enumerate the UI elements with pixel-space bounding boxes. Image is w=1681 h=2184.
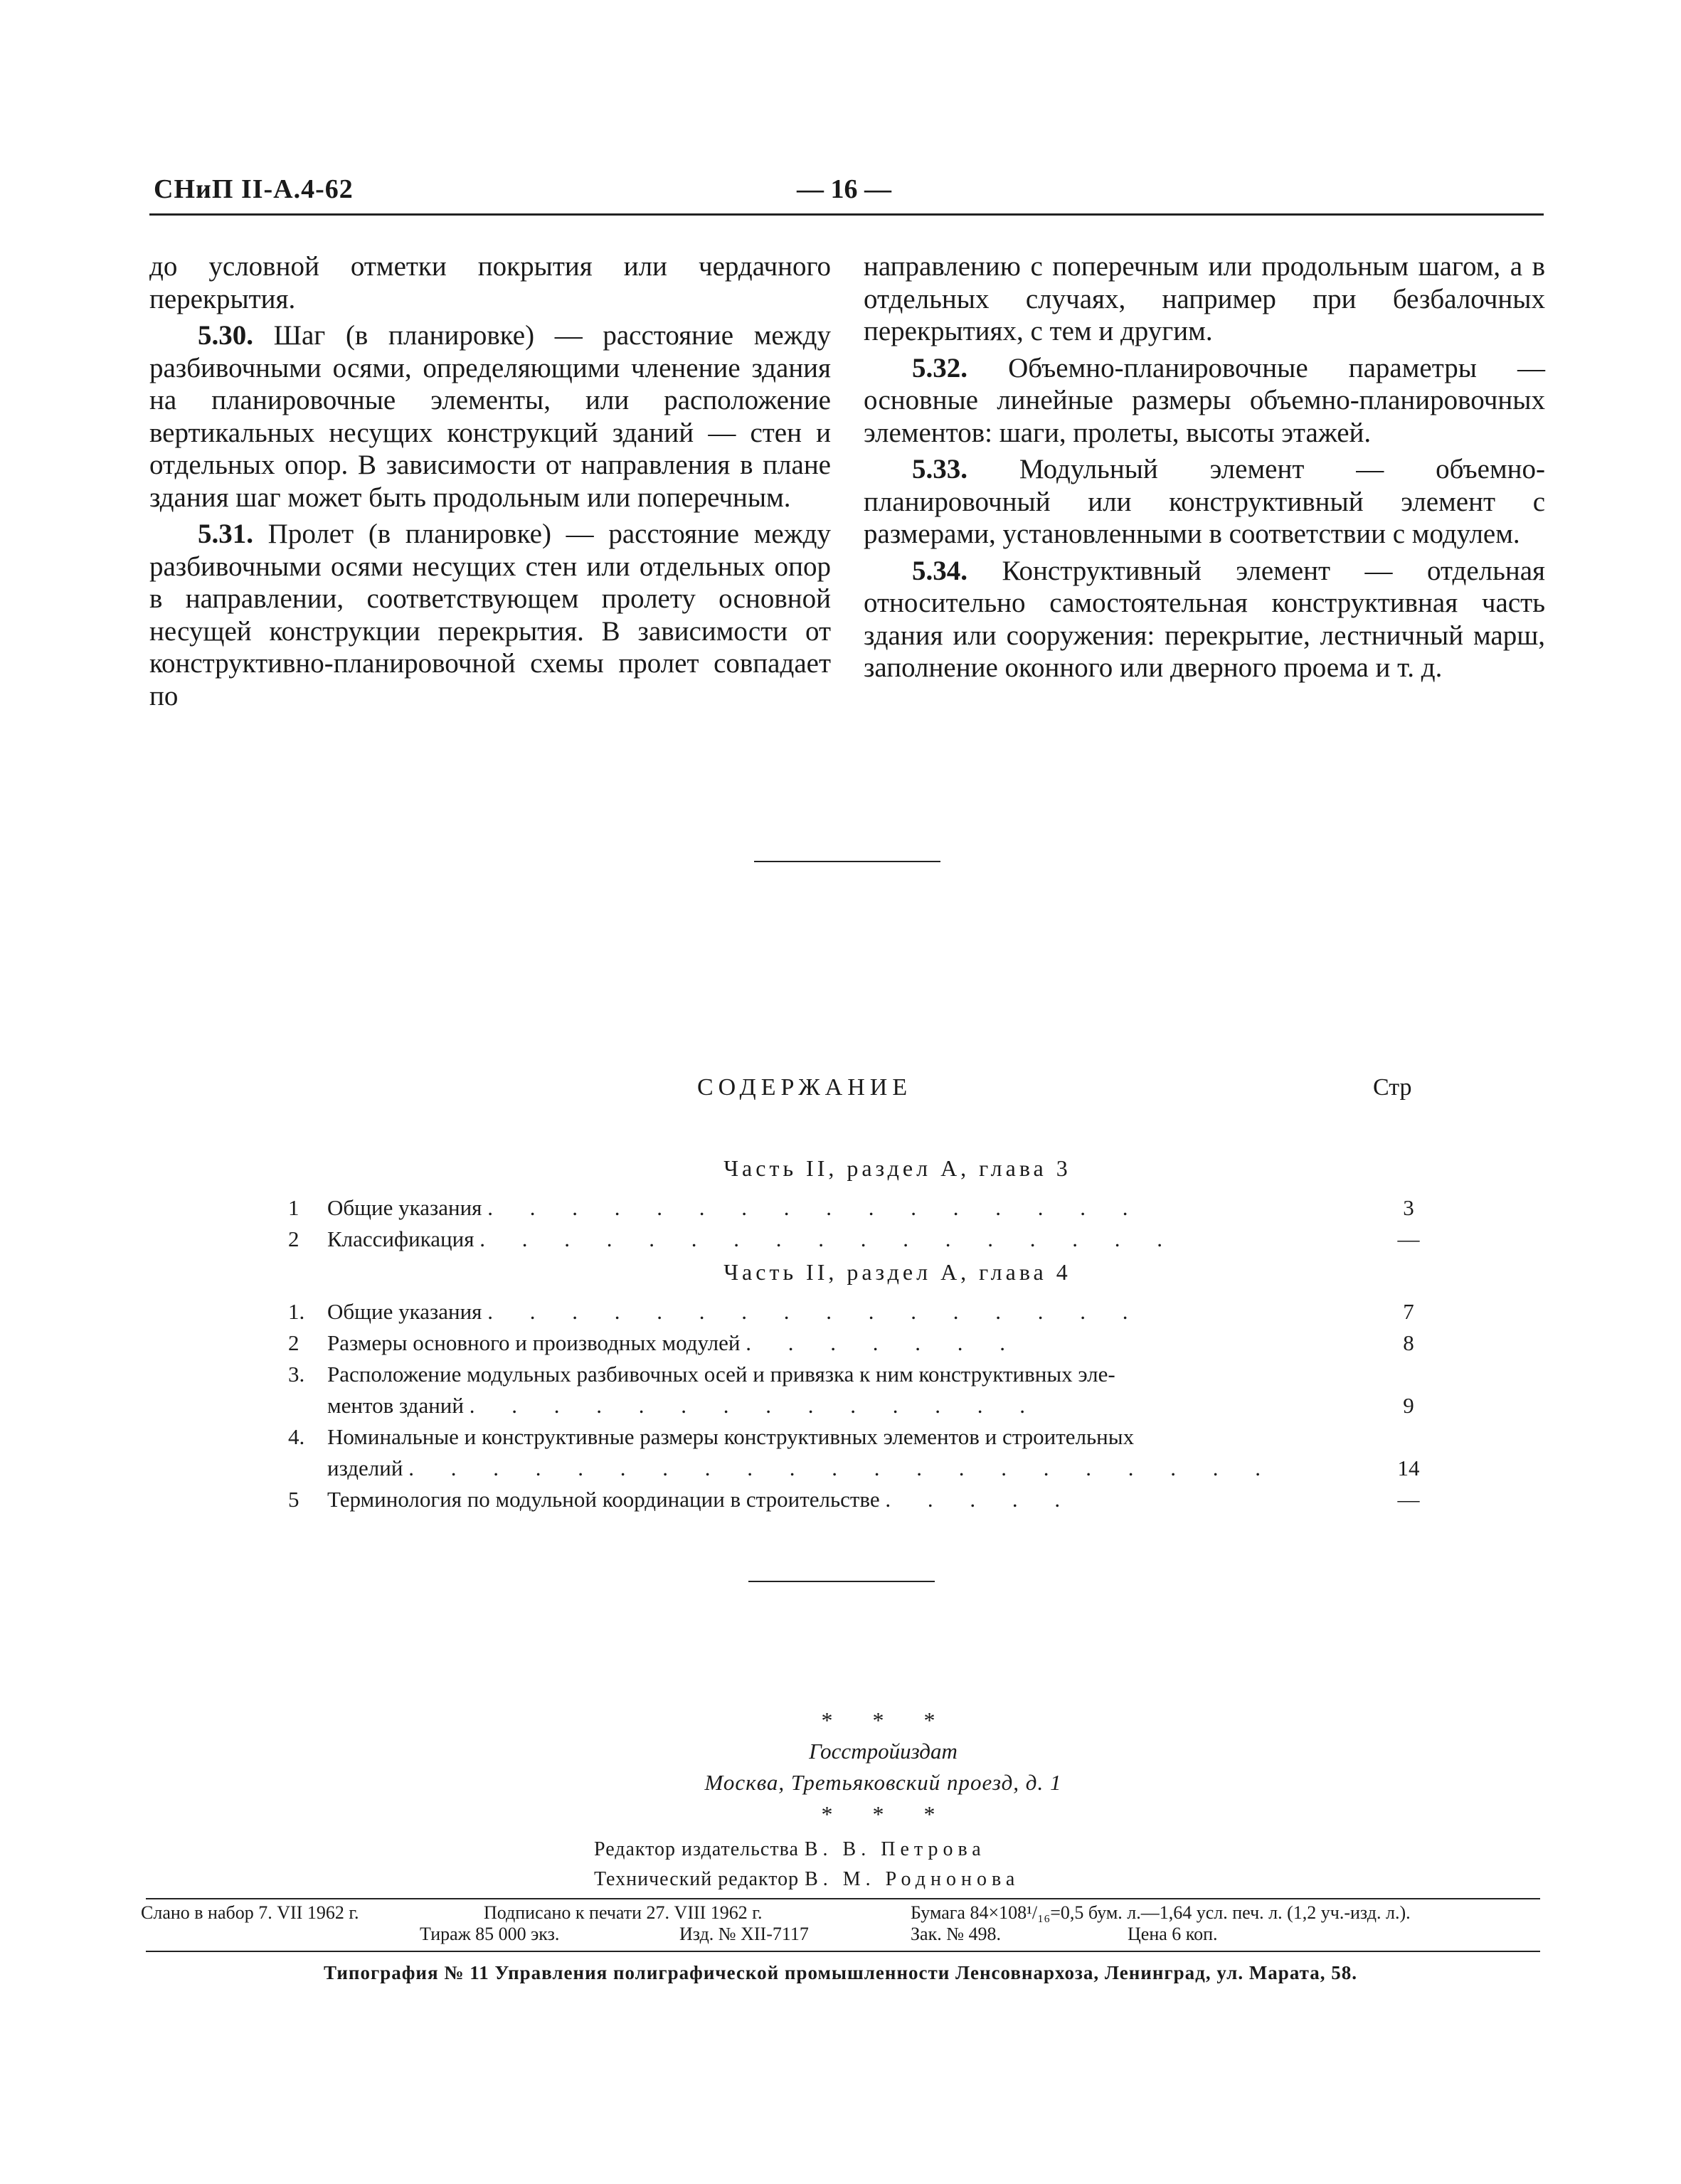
header-rule: [149, 213, 1544, 216]
clause-text: Пролет (в планировке) — расстояние между разбивочными осями несущих стен или отдельных опор в направлении, соответствующем пролету основной несущей конструкции перекрытия. В зависимости от конструктивно-планировочной схемы пролет совпадает по: [149, 519, 831, 711]
toc-leader-dots: . . . . . . . . . . . . . . . . . . . . .: [408, 1456, 1276, 1480]
clause-text: Модульный элемент — объемно-планировочный или конструктивный элемент с размерами, установленными в соответствии с модулем.: [864, 454, 1545, 549]
printer-info: Типография № 11 Управления полиграфической промышленности Ленсовнархоза, Ленинград, ул. Марата, 58.: [324, 1962, 1357, 1983]
toc-entry-number: 4.: [288, 1424, 305, 1449]
paragraph-5-34: [864, 555, 1545, 684]
clause-number: 5.31.: [198, 519, 253, 549]
toc-entry-page: —: [1397, 1226, 1420, 1251]
toc-entry-number: 2: [288, 1330, 299, 1355]
toc-entry-page: 14: [1397, 1456, 1420, 1480]
toc-title: СОДЕРЖАНИЕ: [697, 1074, 913, 1101]
imprint-edition-number: Изд. № XII-7117: [679, 1924, 809, 1944]
editor-name: В. В. Петрова: [804, 1838, 986, 1860]
toc-entry-page: 9: [1403, 1393, 1414, 1418]
clause-text: Объемно-планировочные параметры — основные линейные размеры объемно-планировочных элементов: шаги, пролеты, высоты этажей.: [864, 352, 1545, 448]
toc-entry-title: Общие указания: [327, 1299, 482, 1324]
toc-entry-number: 5: [288, 1487, 299, 1512]
tech-editor-credit: [594, 1868, 1019, 1891]
page-number: — 16 —: [797, 174, 891, 204]
toc-entry-number: 3.: [288, 1362, 305, 1387]
toc-leader-dots: . . . . . . . . . . . . . .: [469, 1393, 1041, 1418]
toc-entry-title: Номинальные и конструктивные размеры конструктивных элементов и строительных: [327, 1424, 1135, 1449]
publisher-address: Москва, Третьяковский проезд, д. 1: [704, 1770, 1062, 1795]
toc-part-heading: Часть II, раздел А, глава 4: [723, 1259, 1071, 1285]
clause-number: 5.33.: [912, 454, 967, 484]
toc-entry-page: —: [1397, 1487, 1420, 1512]
toc-entry-page: 3: [1403, 1195, 1414, 1220]
toc-entry-page: 7: [1403, 1299, 1414, 1324]
document-code: СНиП II-А.4-62: [154, 174, 354, 204]
toc-entry-title: Размеры основного и производных модулей: [327, 1330, 741, 1355]
toc-entry-number: 1.: [288, 1299, 305, 1324]
publisher-name: Госстройиздат: [809, 1739, 958, 1764]
toc-leader-dots: . . . . . . . . . . . . . . . .: [487, 1299, 1144, 1324]
imprint-print-run: Тираж 85 000 экз.: [420, 1924, 560, 1944]
imprint-order-number: Зак. № 498.: [911, 1924, 1002, 1944]
paragraph-5-32: [864, 352, 1545, 450]
toc-entry-number: 1: [288, 1195, 299, 1220]
section-divider: [754, 861, 940, 862]
toc-entry-title: Терминология по модульной координации в строительстве: [327, 1487, 880, 1512]
toc-leader-dots: . . . . .: [885, 1487, 1076, 1512]
asterism: * * *: [821, 1801, 953, 1827]
imprint-rule: [146, 1951, 1540, 1952]
clause-number: 5.30.: [198, 320, 253, 351]
editor-credit: [594, 1838, 986, 1861]
paragraph-5-33: [864, 453, 1545, 551]
right-text-column: [864, 250, 1545, 684]
paragraph-5-31: [149, 518, 831, 712]
toc-entry-title: ментов зданий: [327, 1393, 464, 1418]
asterism: * * *: [821, 1707, 953, 1733]
toc-entry-page: 8: [1403, 1330, 1414, 1355]
imprint-price: Цена 6 коп.: [1128, 1924, 1218, 1944]
section-divider: [748, 1581, 935, 1582]
clause-number: 5.32.: [912, 352, 967, 383]
clause-number: 5.34.: [912, 555, 967, 586]
imprint-paper: Бумага 84×108¹/₁₆=0,5 бум. л.—1,64 усл. печ. л. (1,2 уч.-изд. л.).: [911, 1902, 1411, 1923]
toc-page-column-label: Стр: [1373, 1074, 1412, 1101]
toc-entry-number: 2: [288, 1226, 299, 1251]
imprint-rule: [146, 1898, 1540, 1899]
toc-entry-title: Классификация: [327, 1226, 474, 1251]
toc-leader-dots: . . . . . . .: [746, 1330, 1021, 1355]
imprint-print-date: Подписано к печати 27. VIII 1962 г.: [484, 1902, 763, 1923]
paragraph-continuation: до условной отметки покрытия или чердачного перекрытия.: [149, 251, 831, 314]
imprint-typeset-date: Слано в набор 7. VII 1962 г.: [141, 1902, 359, 1923]
editor-label: Редактор издательства: [594, 1838, 799, 1860]
toc-entry-title: Общие указания: [327, 1195, 482, 1220]
clause-text: Шаг (в планировке) — расстояние между разбивочными осями, определяющими членение здания на планировочные элементы, или расположение вертикальных несущих конструкций зданий — стен и отдельных опор. В зависимости от направления в плане здания шаг может быть продольным или поперечным.: [149, 320, 831, 513]
tech-editor-name: В. М. Роднонова: [805, 1868, 1020, 1890]
toc-part-heading: Часть II, раздел А, глава 3: [723, 1155, 1071, 1181]
toc-entry-title: Расположение модульных разбивочных осей и привязка к ним конструктивных эле-: [327, 1362, 1115, 1387]
clause-text: Конструктивный элемент — отдельная относительно самостоятельная конструктивная часть здания или сооружения: перекрытие, лестничный марш, заполнение оконного или дверного проема и т. д.: [864, 555, 1545, 683]
toc-leader-dots: . . . . . . . . . . . . . . . . .: [479, 1226, 1178, 1251]
toc-leader-dots: . . . . . . . . . . . . . . . .: [487, 1195, 1144, 1220]
left-text-column: [149, 250, 831, 712]
tech-editor-label: Технический редактор: [594, 1868, 800, 1890]
paragraph-continuation: направлению с поперечным или продольным шагом, а в отдельных случаях, например при безбалочных перекрытиях, с тем и другим.: [864, 251, 1545, 346]
toc-entry-title: изделий: [327, 1456, 403, 1480]
paragraph-5-30: [149, 319, 831, 514]
